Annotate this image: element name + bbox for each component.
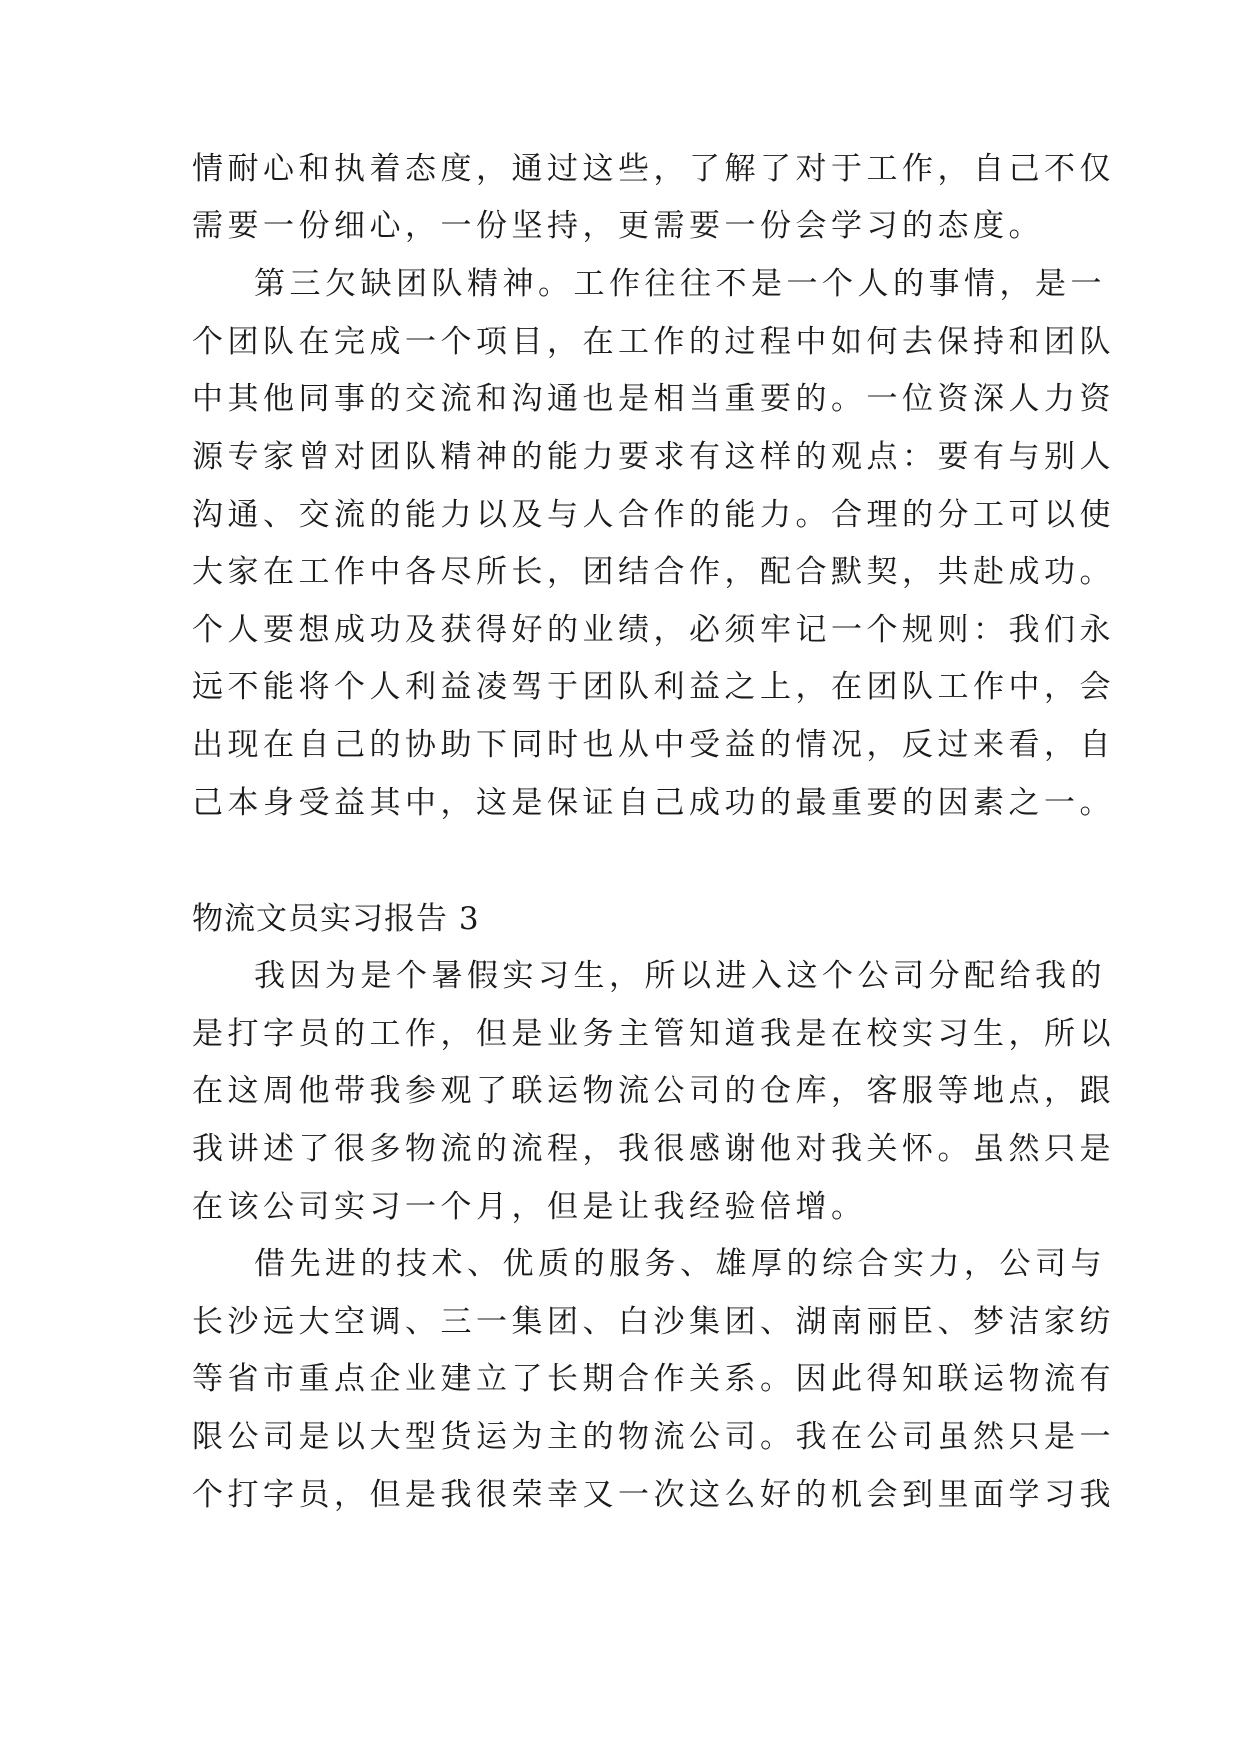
paragraph-line: 在这周他带我参观了联运物流公司的仓库，客服等地点，跟 — [192, 1073, 1115, 1109]
paragraph-line: 个人要想成功及获得好的业绩，必须牢记一个规则：我们永 — [192, 612, 1115, 648]
paragraph-line: 源专家曾对团队精神的能力要求有这样的观点：要有与别人 — [192, 439, 1115, 475]
paragraph-line: 借先进的技术、优质的服务、雄厚的综合实力，公司与 — [254, 1246, 1106, 1282]
paragraph-line: 个打字员，但是我很荣幸又一次这么好的机会到里面学习我 — [192, 1477, 1115, 1513]
paragraph-line: 等省市重点企业建立了长期合作关系。因此得知联运物流有 — [192, 1361, 1115, 1397]
paragraph-line: 远不能将个人利益凌驾于团队利益之上，在团队工作中，会 — [192, 669, 1115, 705]
paragraph-line: 中其他同事的交流和沟通也是相当重要的。一位资深人力资 — [192, 381, 1115, 417]
paragraph-line: 沟通、交流的能力以及与人合作的能力。合理的分工可以使 — [192, 497, 1115, 533]
paragraph-line: 己本身受益其中，这是保证自己成功的最重要的因素之一。 — [192, 785, 1115, 821]
paragraph-line: 情耐心和执着态度，通过这些，了解了对于工作，自己不仅 — [192, 151, 1115, 187]
paragraph-line: 是打字员的工作，但是业务主管知道我是在校实习生，所以 — [192, 1016, 1115, 1052]
paragraph-line: 出现在自己的协助下同时也从中受益的情况，反过来看，自 — [192, 727, 1115, 763]
paragraph-line: 大家在工作中各尽所长，团结合作，配合默契，共赴成功。 — [192, 554, 1115, 590]
paragraph-line: 限公司是以大型货运为主的物流公司。我在公司虽然只是一 — [192, 1419, 1115, 1455]
paragraph-line: 长沙远大空调、三一集团、白沙集团、湖南丽臣、梦洁家纺 — [192, 1304, 1115, 1340]
paragraph-line: 第三欠缺团队精神。工作往往不是一个人的事情，是一 — [254, 266, 1106, 302]
paragraph-line: 在该公司实习一个月，但是让我经验倍增。 — [192, 1189, 867, 1225]
paragraph-line: 我因为是个暑假实习生，所以进入这个公司分配给我的 — [254, 958, 1106, 994]
paragraph-line: 我讲述了很多物流的流程，我很感谢他对我关怀。虽然只是 — [192, 1131, 1115, 1167]
paragraph-line: 需要一份细心，一份坚持，更需要一份会学习的态度。 — [192, 208, 1044, 244]
section-heading: 物流文员实习报告 3 — [192, 901, 480, 937]
paragraph-line: 个团队在完成一个项目，在工作的过程中如何去保持和团队 — [192, 324, 1115, 360]
